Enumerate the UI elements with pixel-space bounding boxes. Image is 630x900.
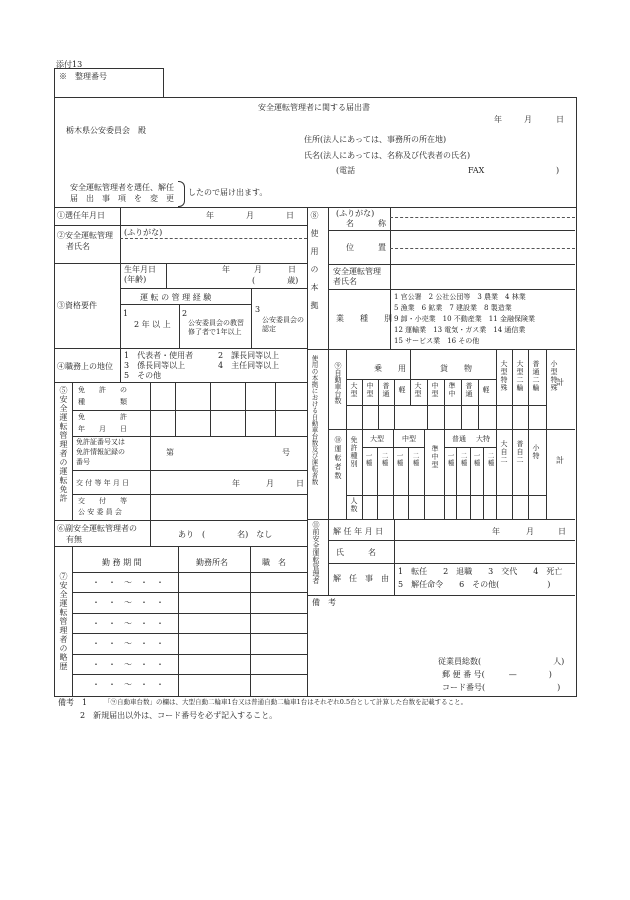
- date-month: 月: [524, 115, 532, 124]
- previous-label: ⑪前安全運転管理者: [312, 521, 320, 584]
- place-furigana: (ふりがな): [336, 209, 375, 218]
- control-number-box[interactable]: [54, 68, 164, 98]
- control-number-label: ※ 整理番号: [59, 72, 107, 81]
- intro-suffix: したので届け出ます。: [188, 188, 268, 197]
- career-label: ⑦安全運転管理者の略歴: [59, 572, 68, 671]
- career-header-job: 職 名: [262, 558, 286, 567]
- license-issue-month: 月: [266, 479, 274, 488]
- center-divider: [307, 207, 308, 696]
- fax-label: FAX: [468, 166, 485, 175]
- license-issue-year: 年: [232, 479, 240, 488]
- place-label: ⑧使用の本拠: [310, 211, 319, 319]
- license-issue-label: 交 付 等 年 月 日: [76, 479, 130, 487]
- vice-value[interactable]: あり ( 名) なし: [178, 530, 273, 539]
- name-label: 氏名(法人にあっては、名称及び代表者の氏名): [304, 151, 471, 160]
- normal-first: 一種: [446, 452, 455, 467]
- medium-second: 二種: [411, 452, 420, 467]
- note-2: 2 新規届出以外は、コード番号を必ず記入すること。: [80, 711, 278, 720]
- notes-label: 備考 1: [58, 698, 88, 707]
- tel-label: (電話: [336, 166, 356, 175]
- career-header-workplace: 勤務所名: [196, 558, 228, 567]
- previous-name-label: 氏 名: [336, 548, 376, 557]
- position-item-5[interactable]: 5 その他: [124, 371, 162, 380]
- sub-cargo-kei: 軽: [482, 386, 490, 394]
- small-special: 小特: [532, 444, 540, 460]
- birth-label-1: 生年月日: [124, 265, 156, 274]
- sub-cargo-large: 大型: [414, 382, 422, 398]
- people-label: 人数: [350, 497, 358, 513]
- reason-label: 解 任 事 由: [333, 574, 389, 583]
- auto-total: 計: [556, 378, 564, 387]
- date-day: 日: [556, 115, 564, 124]
- career-row-6[interactable]: ・ ・ ～ ・ ・: [92, 680, 164, 689]
- license-number-3: 番号: [76, 458, 90, 466]
- driver-total: 計: [556, 456, 564, 465]
- appointment-day: 日: [286, 211, 294, 220]
- driver-medium: 中型: [402, 435, 416, 443]
- license-issue-day: 日: [296, 479, 304, 488]
- large-second: 二種: [380, 452, 389, 467]
- license-type-2: 種 類: [78, 398, 127, 406]
- career-row-4[interactable]: ・ ・ ～ ・ ・: [92, 639, 164, 648]
- position-item-3[interactable]: 3 係長同等以上: [124, 361, 186, 370]
- special-small: 小型特殊: [550, 360, 558, 392]
- appointment-year: 年: [206, 211, 214, 220]
- career-row-1[interactable]: ・ ・ ～ ・ ・: [92, 578, 164, 587]
- vice-label-2: 有無: [66, 535, 82, 544]
- position-label: ④職務上の地位: [57, 362, 113, 371]
- dismissal-day: 日: [558, 527, 566, 536]
- license-number-1: 免許証番号又は: [76, 438, 125, 446]
- moto-normal: 普通二輪: [532, 360, 540, 392]
- place-location-label: 位 置: [346, 243, 386, 252]
- sub-cargo-normal: 普通: [465, 382, 473, 398]
- passenger-header: 乗 用: [374, 364, 406, 373]
- intro-brace: [178, 181, 185, 207]
- vehicles-label: 使用の本拠における自動車台数及び運転者数: [310, 355, 319, 485]
- career-row-2[interactable]: ・ ・ ～ ・ ・: [92, 598, 164, 607]
- code-number[interactable]: コード番号( ): [442, 683, 561, 692]
- moto-large: 大型二輪: [516, 360, 524, 392]
- sub-cargo-semi: 準中: [448, 382, 456, 398]
- license-date-1: 免 許: [78, 413, 127, 421]
- experience-header: 運 転 の 管 理 経 験: [140, 293, 212, 302]
- sub-passenger-medium: 中型: [366, 382, 374, 398]
- driver-large-special: 大特: [476, 435, 490, 443]
- manager-name-label-1: ②安全運転管理: [57, 231, 113, 240]
- intro-line2: 届 出 事 項 を 変 更: [70, 194, 174, 203]
- special-large: 大型特殊: [500, 360, 508, 392]
- license-go: 号: [282, 448, 290, 457]
- dismissal-year: 年: [492, 527, 500, 536]
- date-year: 年: [494, 115, 502, 124]
- fax-close: ): [556, 166, 560, 175]
- industry-line-3[interactable]: 9 卸・小売業 10 不動産業 11 金融保険業: [394, 315, 535, 323]
- large-special-first: 一種: [472, 452, 481, 467]
- appointment-month: 月: [246, 211, 254, 220]
- place-manager-1: 安全運転管理: [333, 267, 381, 276]
- experience-opt3[interactable]: 公安委員会の認定: [262, 316, 304, 334]
- normal-second: 二種: [459, 452, 468, 467]
- place-manager-2: 者氏名: [333, 277, 357, 286]
- dismissal-month: 月: [526, 527, 534, 536]
- place-name-label: 名 称: [346, 219, 386, 228]
- experience-opt1[interactable]: 2 年 以 上: [134, 320, 171, 329]
- driver-large: 大型: [370, 435, 384, 443]
- license-label: ⑤安全運転管理者の運転免許: [59, 386, 68, 503]
- position-item-2[interactable]: 2 課長同等以上: [218, 351, 280, 360]
- auto-label: ⑨自動車台数: [334, 362, 342, 404]
- birth-day: 日: [288, 265, 296, 274]
- birth-month: 月: [254, 265, 262, 274]
- qualification-label: ③資格要件: [57, 301, 97, 310]
- birth-label-2: (年齢): [124, 275, 147, 284]
- position-item-4[interactable]: 4 主任同等以上: [218, 361, 280, 370]
- employees[interactable]: 従業員総数( 人): [438, 657, 565, 666]
- industry-line-4[interactable]: 12 運輸業 13 電気・ガス業 14 通信業: [394, 326, 526, 334]
- medium-first: 一種: [395, 452, 404, 467]
- cargo-header: 貨 物: [440, 364, 472, 373]
- license-date-2: 年 月 日: [78, 425, 127, 433]
- remarks-label: 備 考: [312, 598, 336, 607]
- industry-line-2[interactable]: 5 漁業 6 鉱業 7 建設業 8 製造業: [394, 304, 512, 312]
- large-special-second: 二種: [486, 452, 495, 467]
- license-issuer-1: 交 付 等: [78, 497, 127, 505]
- reason-line-1[interactable]: 1 転任 2 退職 3 交代 4 死亡: [398, 567, 563, 576]
- sub-passenger-kei: 軽: [398, 386, 406, 394]
- address-label: 住所(法人にあっては、事務所の所在地): [304, 135, 447, 144]
- normal-moto: 普自二: [516, 440, 524, 464]
- experience-opt2[interactable]: 公安委員会の教習修了者で1年以上: [188, 319, 244, 337]
- appointment-date-label: ①選任年月日: [57, 211, 105, 220]
- driver-label: ⑩運転者数: [334, 436, 342, 481]
- place-industry-label: 業 種 別: [336, 314, 392, 323]
- driver-semi-medium: 準中型: [431, 445, 439, 469]
- sub-passenger-normal: 普通: [382, 382, 390, 398]
- driver-normal: 普通: [452, 435, 466, 443]
- form-title: 安全運転管理者に関する届出書: [258, 103, 370, 112]
- experience-opt2-num[interactable]: 2: [182, 309, 188, 318]
- sub-cargo-medium: 中型: [431, 382, 439, 398]
- manager-furigana: (ふりがな): [124, 228, 163, 237]
- birth-year: 年: [222, 265, 230, 274]
- reason-line-2[interactable]: 5 解任命令 6 その他( ): [398, 580, 551, 589]
- manager-name-label-2: 者氏名: [66, 242, 90, 251]
- experience-opt3-num[interactable]: 3: [255, 305, 261, 314]
- license-number-2: 免許情報記録の: [76, 448, 125, 456]
- industry-line-5[interactable]: 15 サービス業 16 その他: [394, 337, 480, 345]
- license-issuer-2: 公 安 委 員 会: [78, 508, 122, 516]
- position-item-1[interactable]: 1 代表者・使用者: [124, 351, 194, 360]
- career-header-period: 勤 務 期 間: [102, 558, 142, 567]
- large-first: 一種: [364, 452, 373, 467]
- addressee: 栃木県公安委員会 殿: [66, 126, 146, 135]
- experience-opt1-num[interactable]: 1: [123, 309, 129, 318]
- big-moto: 大自二: [500, 440, 508, 464]
- note-1: 「⑨自動車台数」の欄は、大型自動二輪車1台又は普通自動二輪車1台はそれぞれ0.5台として計算した台数を記載すること。: [104, 698, 468, 706]
- career-row-5[interactable]: ・ ・ ～ ・ ・: [92, 660, 164, 669]
- dismissal-date-label: 解 任 年 月 日: [333, 527, 384, 536]
- attachment-label: 添付13: [56, 60, 83, 69]
- license-type-1: 免 許 の: [78, 386, 127, 394]
- license-type-label: 免許種別: [350, 436, 358, 468]
- intro-line1: 安全運転管理者を選任、解任: [70, 183, 174, 192]
- vice-label-1: ⑥副安全運転管理者の: [57, 524, 137, 533]
- license-dai: 第: [166, 448, 174, 457]
- career-row-3[interactable]: ・ ・ ～ ・ ・: [92, 619, 164, 628]
- postal-code[interactable]: 郵 便 番 号( — ): [442, 670, 552, 679]
- birth-age: ( 歳): [252, 276, 299, 285]
- sub-passenger-large: 大型: [350, 382, 358, 398]
- industry-line-1[interactable]: 1 官公署 2 公社公団等 3 農業 4 林業: [394, 293, 526, 301]
